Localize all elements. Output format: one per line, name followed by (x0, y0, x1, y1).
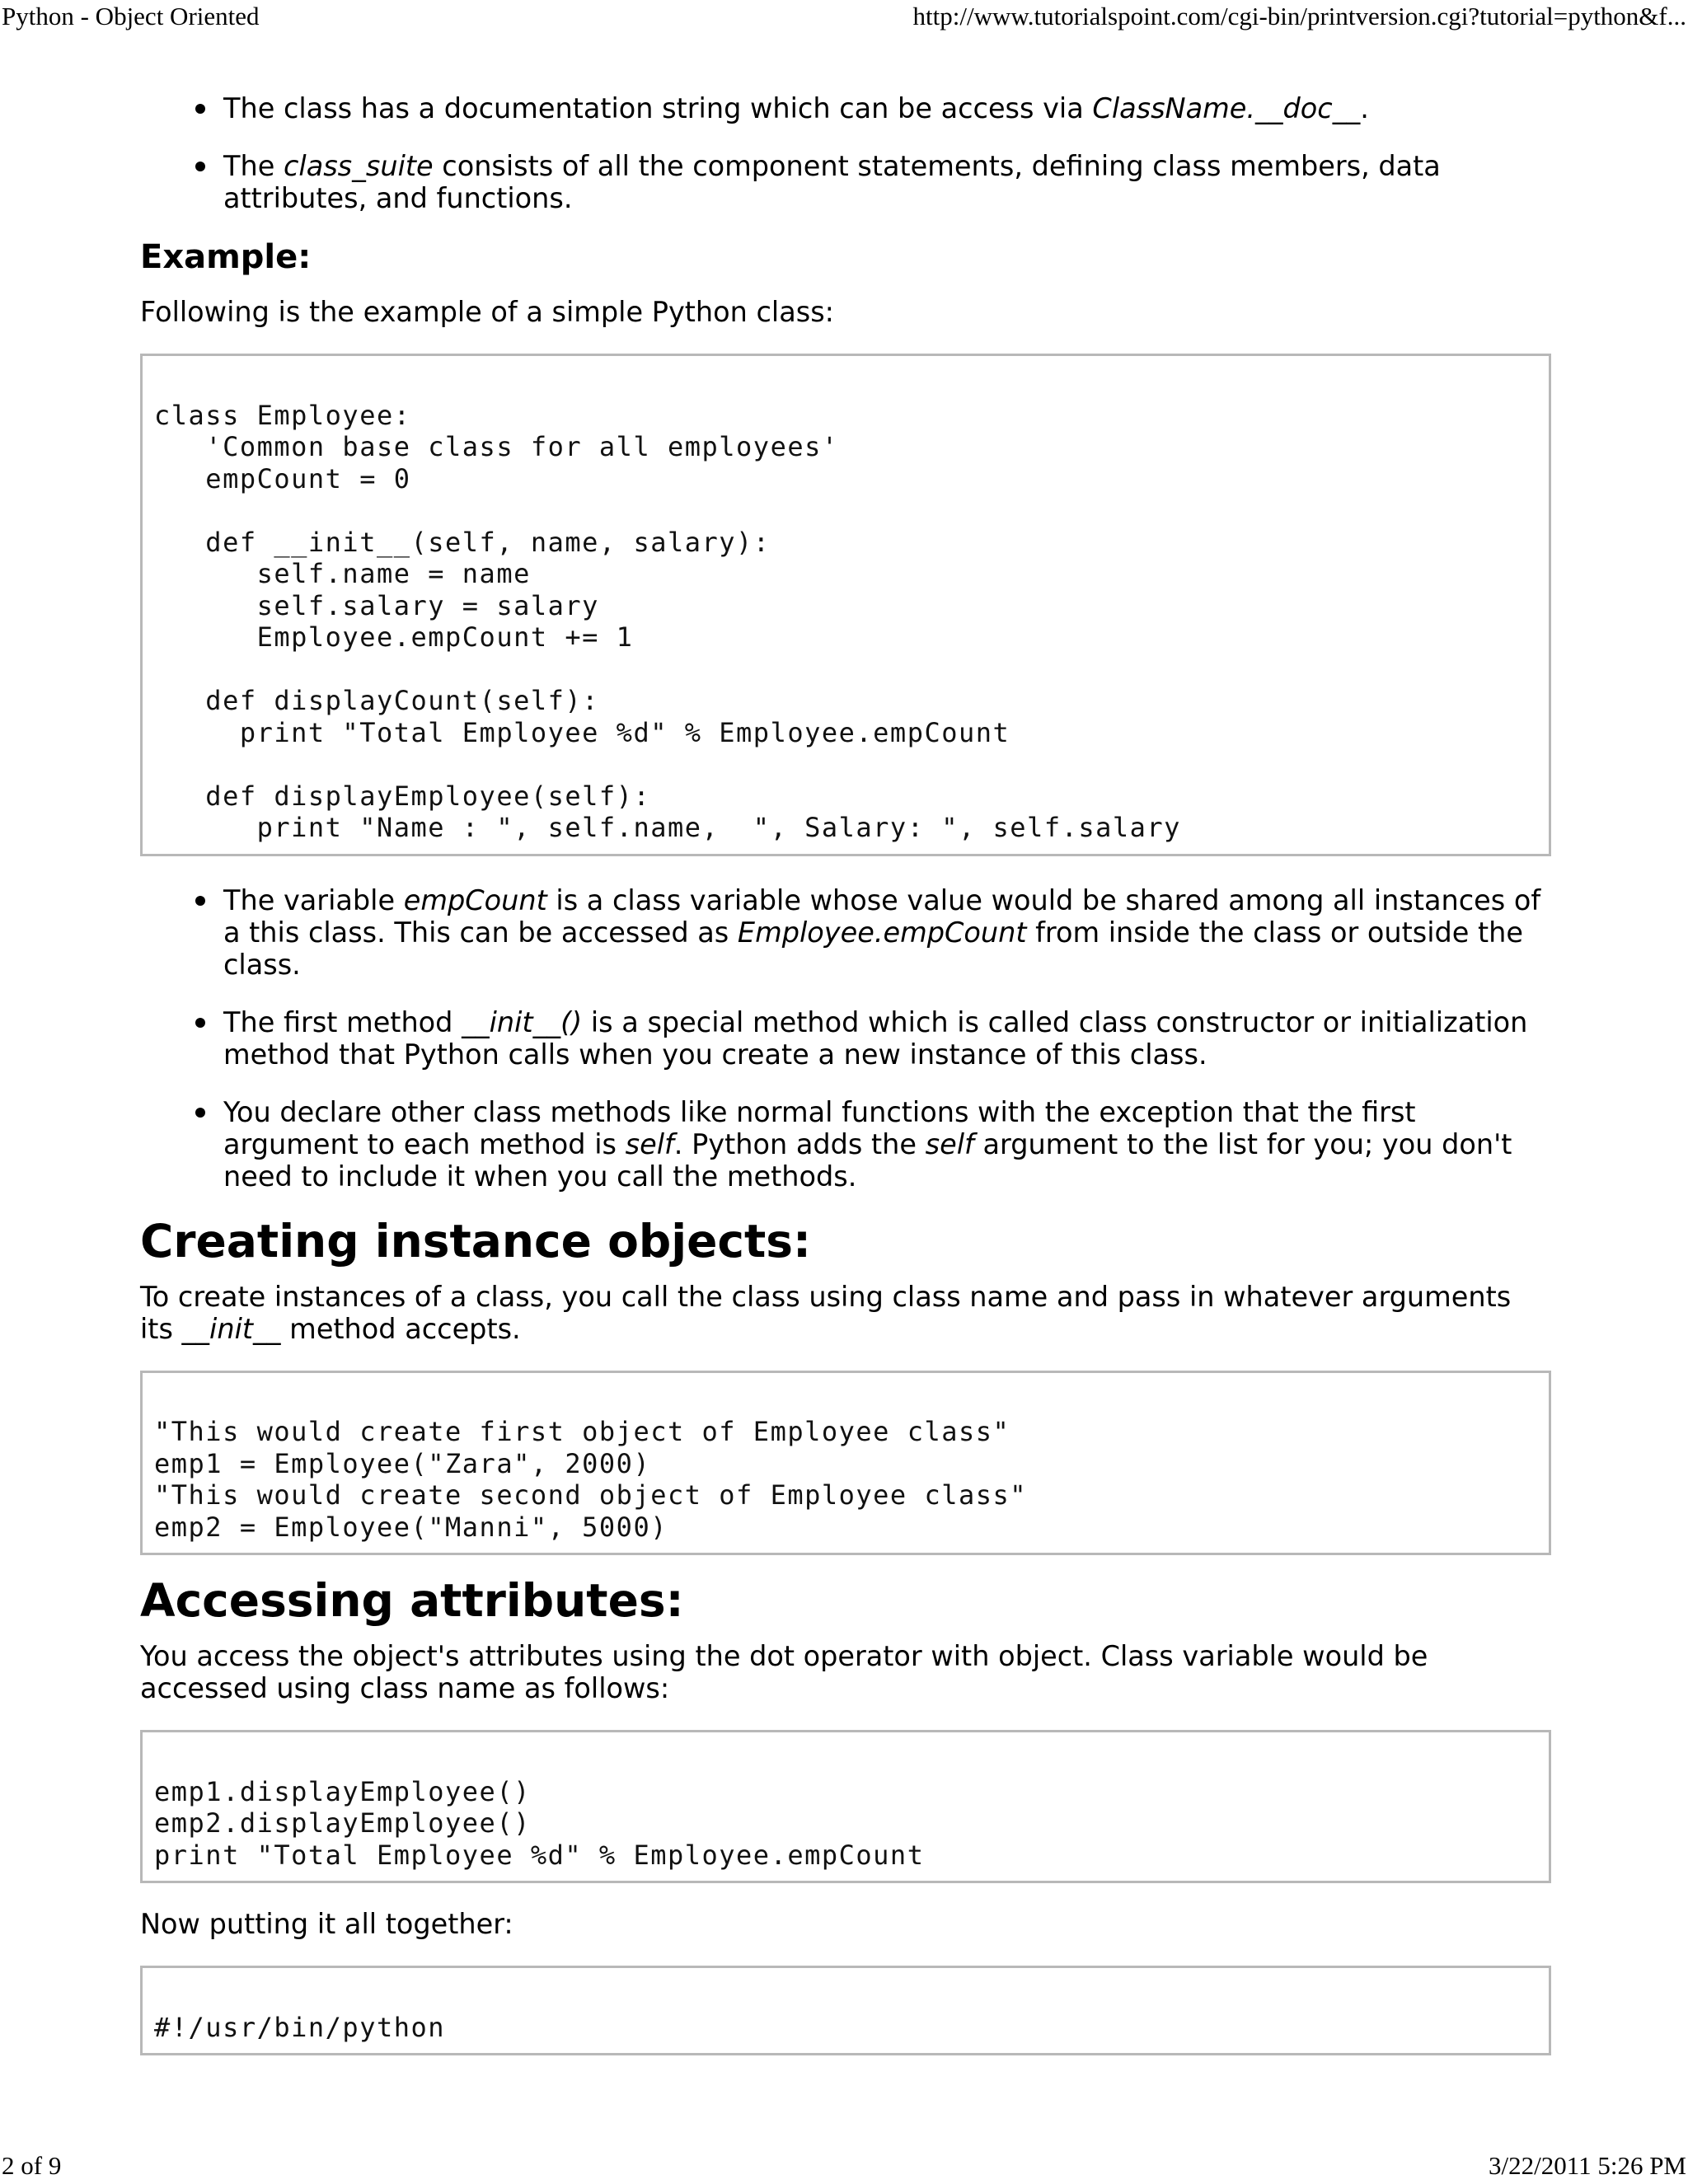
page-header-url: http://www.tutorialspoint.com/cgi-bin/printversion.cgi?tutorial=python&f... (912, 2, 1686, 30)
bullet-list-top (140, 92, 1551, 214)
accessing-intro: You access the object's attributes using the dot operator with object. Class variable would be accessed using class name as follows: (140, 1640, 1428, 1704)
code-text: "This would create first object of Employee class" emp1 = Employee("Zara", 2000) "This would create second object of Employee class" emp2 = Employee("Manni", 5000) (154, 1416, 1028, 1543)
page-number: 2 of 9 (2, 2151, 62, 2180)
bullet-list-mid (140, 884, 1551, 1193)
bullet-icon (195, 1108, 205, 1118)
code-text: #!/usr/bin/python (154, 2011, 446, 2043)
document-body (140, 92, 1551, 2055)
example-intro: Following is the example of a simple Python class: (140, 296, 834, 328)
list-item: The first method __init__() is a special method which is called class constructor or initialization method that Python calls when you create a new instance of this class. (140, 1006, 1551, 1071)
accessing-heading: Accessing attributes: (140, 1574, 684, 1627)
together-text: Now putting it all together: (140, 1908, 513, 1940)
bullet-icon (195, 162, 205, 171)
example-heading: Example: (140, 238, 312, 276)
creating-intro: To create instances of a class, you call the class using class name and pass in whatever arguments its __init__ method accepts. (140, 1280, 1512, 1345)
bullet-icon (195, 1018, 205, 1028)
list-item: The variable empCount is a class variable whose value would be shared among all instances of a this class. This can be accessed as Employee.empCount from inside the class or outside the class. (140, 884, 1551, 981)
bullet-icon (195, 104, 205, 114)
page-header-title: Python - Object Oriented (2, 2, 260, 30)
code-block-class (140, 354, 1551, 856)
code-block-access (140, 1730, 1551, 1883)
code-text: emp1.displayEmployee() emp2.displayEmployee() print "Total Employee %d" % Employee.empCount (154, 1775, 925, 1871)
list-item: The class_suite consists of all the component statements, defining class members, data attributes, and functions. (140, 150, 1551, 214)
code-block-create (140, 1371, 1551, 1556)
print-datetime: 3/22/2011 5:26 PM (1489, 2151, 1686, 2180)
code-text: class Employee: 'Common base class for all employees' empCount = 0 def __init__(self, name, salary): self.name = name self.salary = salary Employee.empCount += 1 def displayCount(self): print "Total Employee %d" % Employee.empCount def displayEmployee(self): print "Name : ", self.name, ", Salary: ", self.salary (154, 399, 1181, 843)
bullet-icon (195, 896, 205, 906)
list-item: You declare other class methods like normal functions with the exception that the first argument to each method is self. Python adds the self argument to the list for you; you don't need to include it when you call the methods. (140, 1096, 1551, 1193)
code-block-full (140, 1966, 1551, 2055)
creating-heading: Creating instance objects: (140, 1214, 812, 1268)
list-item: The class has a documentation string which can be access via ClassName.__doc__. (140, 92, 1551, 124)
